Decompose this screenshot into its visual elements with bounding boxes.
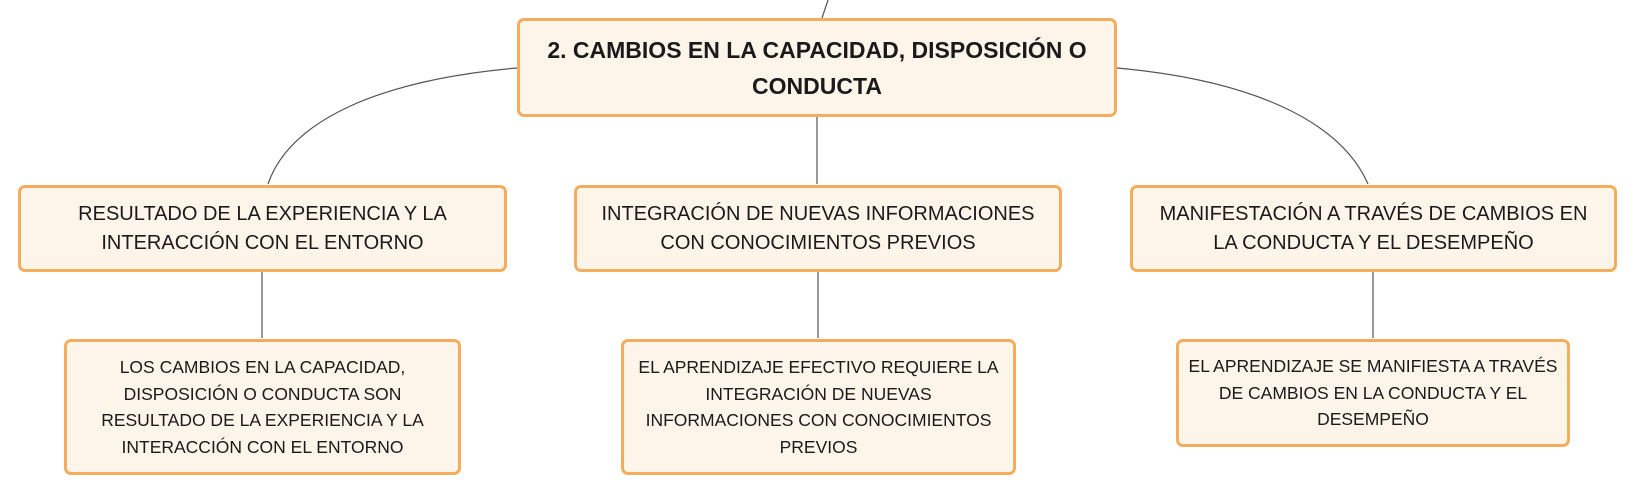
branch-label: INTEGRACIÓN DE NUEVAS INFORMACIONES CON CONOCIMIENTOS PREVIOS <box>601 202 1035 254</box>
branch-node-integracion[interactable] <box>574 185 1062 272</box>
leaf-detail-text: LOS CAMBIOS EN LA CAPACIDAD, DISPOSICIÓN O CONDUCTA SON RESULTADO DE LA EXPERIENCIA Y LA INTERACCIÓN CON EL ENTORNO <box>101 357 424 457</box>
branch-node-experiencia[interactable] <box>18 185 507 272</box>
connector-root-to-branch-1 <box>268 68 517 184</box>
leaf-node-manifestacion[interactable] <box>1176 339 1570 447</box>
connector-root-to-branch-3 <box>1117 68 1368 184</box>
leaf-detail-text: EL APRENDIZAJE EFECTIVO REQUIERE LA INTEGRACIÓN DE NUEVAS INFORMACIONES CON CONOCIMIENTOS PREVIOS <box>638 357 999 457</box>
root-topic-node[interactable] <box>517 18 1117 117</box>
branch-node-manifestacion[interactable] <box>1130 185 1617 272</box>
connector-from-parent <box>822 0 828 18</box>
leaf-node-experiencia[interactable] <box>64 339 461 475</box>
branch-label: MANIFESTACIÓN A TRAVÉS DE CAMBIOS EN LA CONDUCTA Y EL DESEMPEÑO <box>1159 202 1588 254</box>
root-topic-text: 2. CAMBIOS EN LA CAPACIDAD, DISPOSICIÓN O CONDUCTA <box>547 36 1087 99</box>
leaf-detail-text: EL APRENDIZAJE SE MANIFIESTA A TRAVÉS DE CAMBIOS EN LA CONDUCTA Y EL DESEMPEÑO <box>1188 356 1558 430</box>
branch-label: RESULTADO DE LA EXPERIENCIA Y LA INTERACCIÓN CON EL ENTORNO <box>78 202 447 254</box>
leaf-node-integracion[interactable] <box>621 339 1016 475</box>
